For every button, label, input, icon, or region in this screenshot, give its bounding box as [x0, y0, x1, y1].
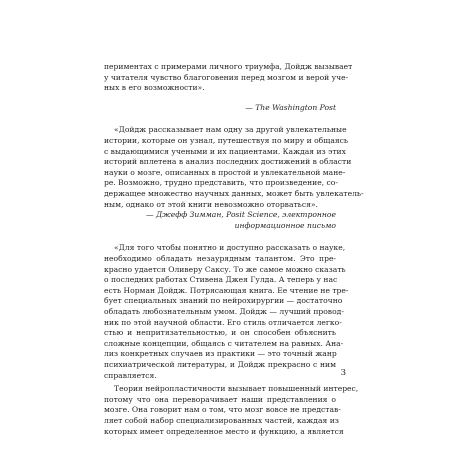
quote-2-line-7: держащее множество научных данных, может быть увлекатель- — [104, 189, 364, 198]
body-line-1: Теория нейропластичности вызывает повышенный интерес, — [114, 384, 359, 393]
quote-2-line-4: историй вплетена в анализ последних достижений в области — [104, 157, 352, 166]
quote-3-line-9: стью и непритязательностью, и он способен объяснить — [104, 328, 336, 337]
quote-1-line-1: периментах с примерами личного триумфа, Дойдж вызывает — [104, 62, 353, 71]
quote-2-attribution-1: — Джефф Зимман, Posit Science, электронное — [145, 210, 336, 219]
body-line-3: мозге. Она говорит нам о том, что мозг вовсе не представ- — [104, 405, 341, 414]
page-number: 3 — [340, 368, 346, 378]
quote-2-line-1: «Дойдж рассказывает нам одну за другой увлекательные — [114, 125, 347, 134]
body-line-4: ляет собой набор специализированных частей, каждая из — [104, 416, 339, 425]
quote-2-line-3: с выдающимися учеными и их пациентами. Каждая из этих — [104, 147, 346, 156]
quote-3-line-10: сложные концепции, общаясь с читателем на равных. Ана- — [104, 339, 344, 348]
quote-3-line-11: лиз конкретных случаев из практики — это точный жанр — [104, 349, 337, 358]
body-line-2: потому что она переворачивает наши представления о — [104, 395, 336, 404]
quote-3-line-3: красно удается Оливеру Саксу. То же самое можно сказать — [104, 265, 346, 274]
quote-3-line-12: психиатрической литературы, и Дойдж прекрасно с ним — [104, 360, 336, 369]
quote-2-line-5: науки о мозге, описанных в простой и увлекательной мане- — [104, 168, 346, 177]
book-page — [104, 0, 364, 450]
quote-3-line-4: о последних работах Стивена Джея Гулда. А теперь у нас — [104, 275, 338, 284]
quote-3-line-13: справляется. — [104, 371, 157, 380]
quote-3-line-5: есть Норман Дойдж. Потрясающая книга. Ее чтение не тре- — [104, 286, 349, 295]
quote-1-line-3: ных в его возможности». — [104, 83, 205, 92]
quote-2-line-6: ре. Возможно, трудно представить, что произведение, со- — [104, 178, 338, 187]
quote-2-line-2: истории, которые он узнал, путешествуя по миру и общаясь — [104, 136, 349, 145]
quote-2-attribution-2: информационное письмо — [234, 221, 336, 230]
body-line-5: которых имеет определенное место и функцию, а является — [104, 427, 344, 436]
quote-2-line-8: ным, однако от этой книги невозможно оторваться». — [104, 200, 318, 209]
quote-1-attribution: — The Washington Post — [245, 103, 336, 112]
quote-3-line-2: необходимо обладать незаурядным талантом. Это пре- — [104, 254, 336, 263]
quote-1-line-2: у читателя чувство благоговения перед мозгом и верой уче- — [104, 73, 349, 82]
quote-3-line-1: «Для того чтобы понятно и доступно рассказать о науке, — [114, 243, 346, 252]
quote-3-line-6: бует специальных знаний по нейрохирургии — достаточно — [104, 296, 343, 305]
quote-3-line-7: обладать любознательным умом. Дойдж — лучший провод- — [104, 307, 344, 316]
quote-3-line-8: ник по этой научной области. Его стиль отличается легко- — [104, 318, 342, 327]
